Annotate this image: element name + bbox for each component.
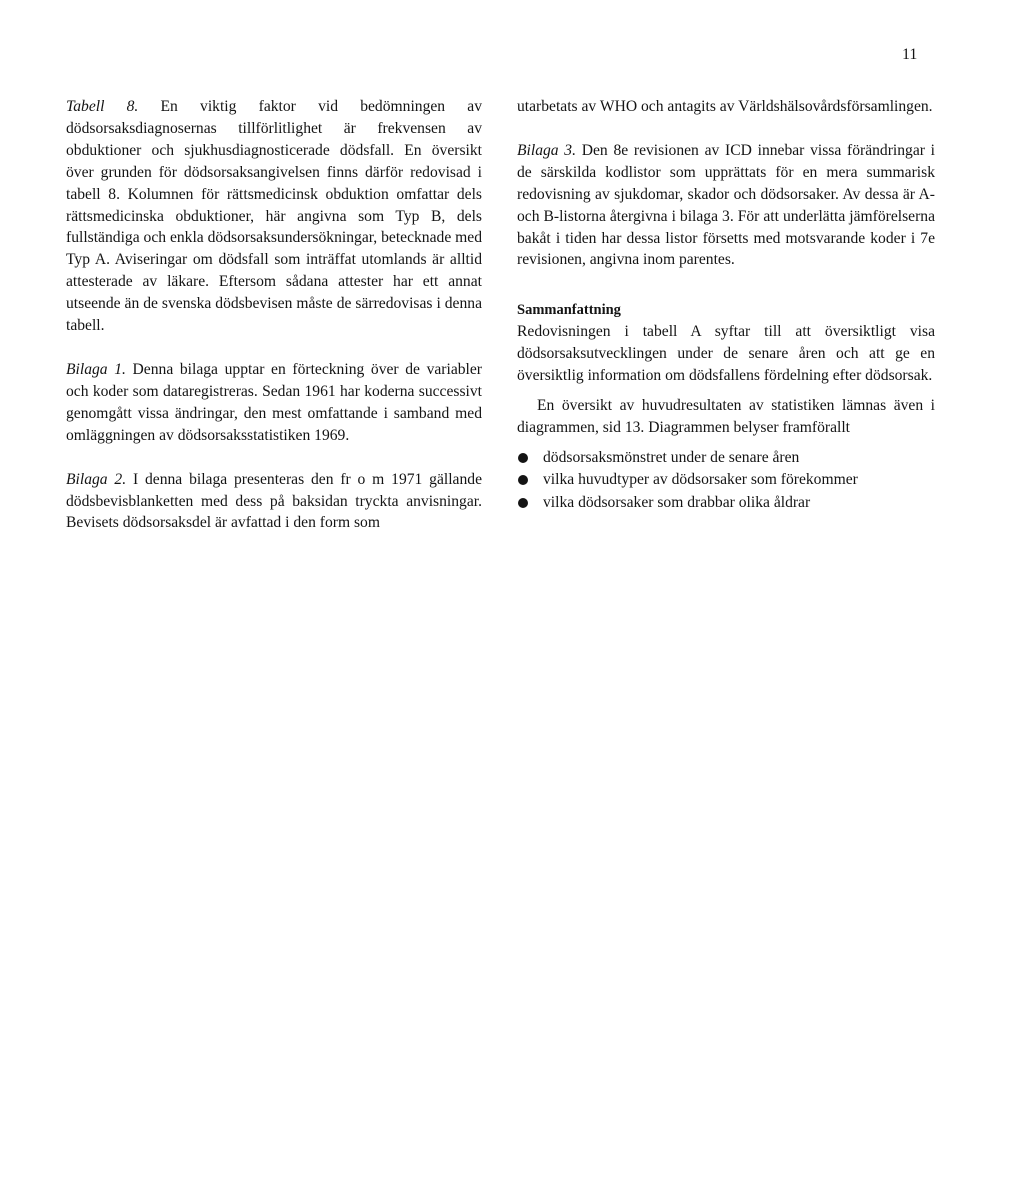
- paragraph-text: Den 8e revisionen av ICD innebar vissa förändringar i de särskilda kodlistor som upprättats för en mera summarisk redovisning av sjukdomar, skador och dödsorsaker. Av dessa är A- och B-listorna återgivna i bilaga 3. För att underlätta jämförelserna bakåt i tiden har dessa listor försetts med motsvarande koder i 7e revisionen, angivna inom parentes.: [517, 141, 935, 269]
- paragraph-lead: Tabell 8.: [66, 98, 139, 115]
- paragraph-text: En viktig faktor vid bedömningen av dödsorsaksdiagnosernas tillförlitlighet är frekvensen av obduktioner och sjukhusdiagnosticerade dödsfall. En översikt över grunden för dödsorsaksangivelsen finns därför redovisad i tabell 8. Kolumnen för rättsmedicinsk obduktion omfattar dels rättsmedicinska obduktioner, här angivna som Typ B, dels fullständiga och enkla dödsorsaksundersökningar, betecknade med Typ A. Aviseringar om dödsfall som inträffat utomlands är alltid attesterade av läkare. Eftersom sådana attester har ett annat utseende än de svenska dödsbevisen måste de särredovisas i denna tabell.: [66, 98, 483, 335]
- paragraph-lead: Bilaga 3.: [517, 141, 577, 159]
- bullet-icon: [518, 475, 528, 485]
- bullet-icon: [518, 453, 528, 463]
- paragraph-bilaga-1: [66, 359, 482, 447]
- paragraph-continuation: utarbetats av WHO och antagits av Världshälsovårdsförsamlingen.: [517, 98, 933, 115]
- list-item-text: vilka dödsorsaker som drabbar olika åldrar: [543, 493, 811, 511]
- section-heading-summary: Sammanfattning: [517, 302, 621, 319]
- list-item-text: vilka huvudtyper av dödsorsaker som förekommer: [543, 471, 858, 489]
- summary-paragraph-2: En översikt av huvudresultaten av statistiken lämnas även i diagrammen, sid 13. Diagrammen belyser framförallt: [517, 397, 935, 436]
- paragraph-text: I denna bilaga presenteras den fr o m 1971 gällande dödsbevisblanketten med dess på baksidan tryckta anvisningar. Bevisets dödsorsaksdel är avfattad i den form som: [66, 470, 482, 532]
- paragraph-text: Denna bilaga upptar en förteckning över de variabler och koder som dataregistreras. Sedan 1961 har koderna successivt genomgått vissa ändringar, den mest omfattande i samband med omläggningen av dödsorsaksstatistiken 1969.: [66, 360, 482, 444]
- paragraph-lead: Bilaga 1.: [66, 360, 126, 378]
- left-column: [66, 96, 482, 556]
- summary-paragraph-1: Redovisningen i tabell A syftar till att översiktligt visa dödsorsaksutvecklingen under de senare åren och att ge en översiktlig information om dödsfallens fördelning efter dödsorsak.: [517, 323, 935, 385]
- list-item: [517, 469, 935, 492]
- right-column: [517, 96, 935, 514]
- page-number: 11: [902, 46, 918, 63]
- list-item-text: dödsorsaksmönstret under de senare åren: [543, 448, 800, 466]
- bullet-icon: [518, 498, 528, 508]
- paragraph-tabell-8: [66, 96, 482, 337]
- list-item: [517, 447, 935, 470]
- paragraph-bilaga-3: [517, 140, 935, 271]
- list-item: [517, 492, 935, 515]
- paragraph-lead: Bilaga 2.: [66, 470, 127, 488]
- summary-bullet-list: [517, 447, 935, 515]
- paragraph-bilaga-2: [66, 469, 482, 535]
